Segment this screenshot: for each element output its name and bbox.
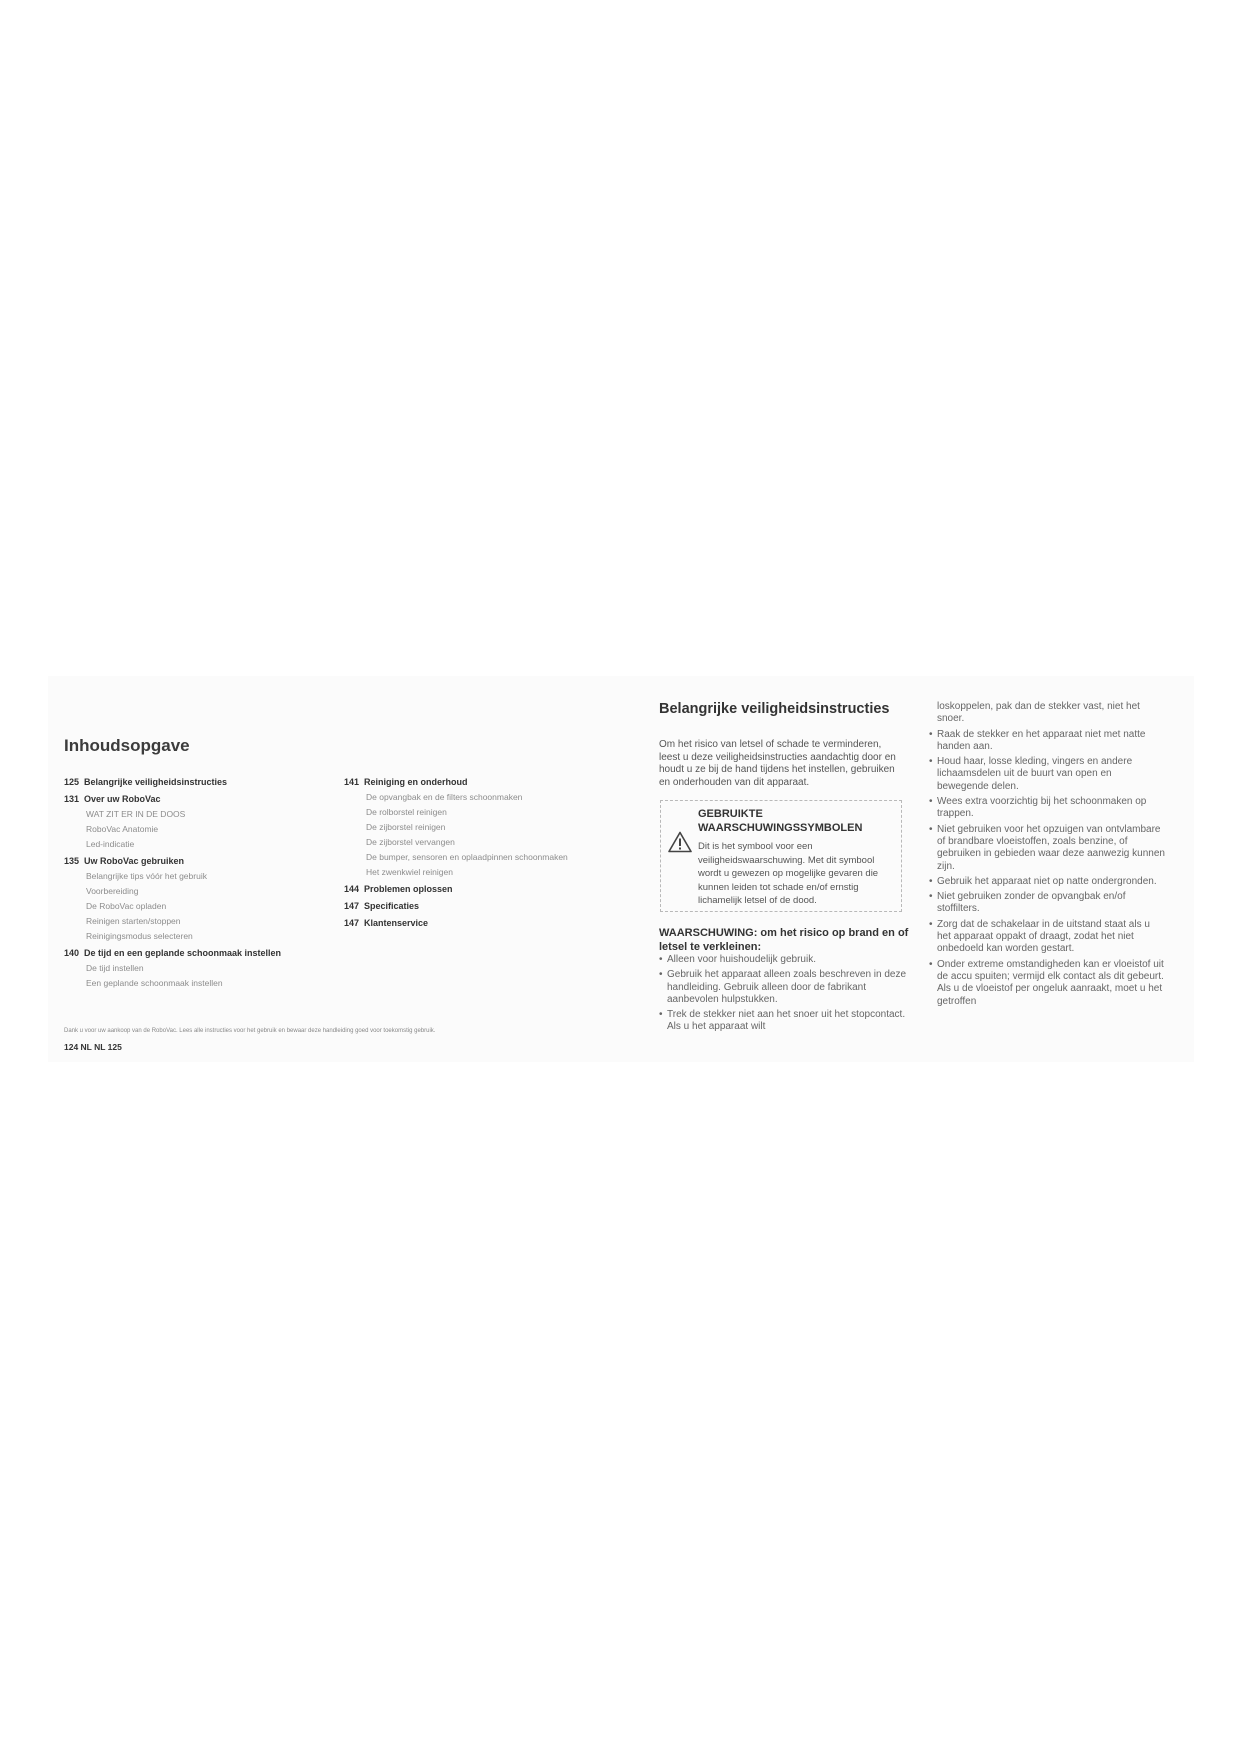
toc-subitem: De tijd instellen: [86, 963, 144, 973]
toc-section-title: Problemen oplossen: [364, 884, 453, 894]
toc-section: [344, 899, 614, 914]
toc-section-page: 140: [64, 948, 80, 958]
toc-section: [64, 775, 334, 790]
safety-bullets-col1: [659, 954, 911, 1037]
toc-subitem: De zijborstel vervangen: [366, 837, 455, 847]
safety-bullet: • Raak de stekker en het apparaat niet met natte handen aan.: [929, 729, 1165, 754]
safety-bullet: • Houd haar, losse kleding, vingers en andere lichaamsdelen uit de buurt van open en bewegende delen.: [929, 756, 1165, 793]
continued-text: loskoppelen, pak dan de stekker vast, niet het snoer.: [937, 701, 1140, 725]
safety-bullet: • Gebruik het apparaat alleen zoals beschreven in deze handleiding. Gebruik alleen door de fabrikant aanbevolen hulpstukken.: [659, 969, 911, 1006]
safety-intro: Om het risico van letsel of schade te verminderen, leest u deze veiligheidsinstructies aandachtig door en houdt u ze bij de hand tijdens het instellen, gebruiken en onderhouden van dit apparaat.: [659, 739, 896, 788]
toc-section-page: 144: [344, 884, 360, 894]
toc-section-page: 131: [64, 794, 80, 804]
toc-subitem: De opvangbak en de filters schoonmaken: [366, 792, 523, 802]
toc-title: Inhoudsopgave: [64, 736, 190, 755]
toc-section-title: De tijd en een geplande schoonmaak instellen: [84, 948, 282, 958]
safety-bullet: • Gebruik het apparaat niet op natte ondergronden.: [929, 876, 1165, 888]
toc-subitem: Het zwenkwiel reinigen: [366, 867, 453, 877]
toc-section-page: 147: [344, 918, 360, 928]
toc-subitem: Belangrijke tips vóór het gebruik: [86, 871, 207, 881]
toc-subitem: RoboVac Anatomie: [86, 824, 159, 834]
safety-bullet: • Niet gebruiken voor het opzuigen van ontvlambare of brandbare vloeistoffen, zoals benzine, of gebruiken in gebieden waar deze aanwezig kunnen zijn.: [929, 824, 1165, 873]
toc-section-title: Over uw RoboVac: [84, 794, 161, 804]
safety-column-2: [929, 701, 1165, 1011]
safety-bullet: • Trek de stekker niet aan het snoer uit het stopcontact. Als u het apparaat wilt: [659, 1009, 911, 1034]
toc-section: [64, 946, 334, 961]
toc-section: [64, 854, 334, 869]
toc-subitem: Reinigen starten/stoppen: [86, 916, 181, 926]
toc-subitem: De rolborstel reinigen: [366, 807, 447, 817]
toc-subitem: De RoboVac opladen: [86, 901, 167, 911]
toc-section-title: Uw RoboVac gebruiken: [84, 856, 185, 866]
safety-title: Belangrijke veiligheidsinstructies: [659, 701, 890, 717]
thanks-note: Dank u voor uw aankoop van de RoboVac. Lees alle instructies voor het gebruik en bewaar deze handleiding goed voor toekomstig gebruik.: [64, 1028, 436, 1034]
toc-section-title: Klantenservice: [364, 918, 429, 928]
safety-bullets-col2: [929, 729, 1165, 1008]
toc-column-right: [344, 775, 614, 931]
toc-subitem: Een geplande schoonmaak instellen: [86, 978, 223, 988]
toc-section: [344, 775, 614, 790]
toc-section-title: Specificaties: [364, 901, 420, 911]
warning-symbols-box: [660, 800, 902, 912]
warning-triangle-icon: [668, 831, 692, 853]
safety-bullet: • Niet gebruiken zonder de opvangbak en/of stoffilters.: [929, 891, 1165, 916]
warning-symbols-heading: GEBRUIKTE WAARSCHUWINGSSYMBOLEN: [698, 808, 863, 834]
page-numbers: 124 NL NL 125: [64, 1042, 122, 1052]
toc-subitem: De zijborstel reinigen: [366, 822, 446, 832]
toc-section: [344, 882, 614, 897]
warning-title: WAARSCHUWING: om het risico op brand en of letsel te verkleinen:: [659, 927, 909, 953]
safety-bullet: • Zorg dat de schakelaar in de uitstand staat als u het apparaat oppakt of draagt, zodat het niet onbedoeld kan worden gestart.: [929, 919, 1165, 956]
safety-bullet: • Wees extra voorzichtig bij het schoonmaken op trappen.: [929, 796, 1165, 821]
toc-section: [64, 792, 334, 807]
toc-section-title: Belangrijke veiligheidsinstructies: [84, 777, 228, 787]
warning-symbols-text: Dit is het symbool voor een veiligheidswaarschuwing. Met dit symbool wordt u gewezen op mogelijke gevaren die kunnen leiden tot schade en/of ernstig lichamelijk letsel of de dood.: [698, 841, 879, 906]
safety-bullet: • Alleen voor huishoudelijk gebruik.: [659, 954, 911, 966]
toc-section-page: 147: [344, 901, 360, 911]
safety-bullet: • Onder extreme omstandigheden kan er vloeistof uit de accu spuiten; vermijd elk contact als dit gebeurt. Als u de vloeistof per ongeluk aanraakt, moet u het getroffen: [929, 959, 1165, 1008]
toc-column-left: [64, 775, 334, 991]
toc-section-page: 135: [64, 856, 80, 866]
toc-subitem: Reinigingsmodus selecteren: [86, 931, 193, 941]
toc-subitem: Led-indicatie: [86, 839, 135, 849]
toc-section-page: 141: [344, 777, 360, 787]
toc-section-page: 125: [64, 777, 80, 787]
toc-subitem: Voorbereiding: [86, 886, 139, 896]
toc-subitem: De bumper, sensoren en oplaadpinnen schoonmaken: [366, 852, 568, 862]
toc-section-title: Reiniging en onderhoud: [364, 777, 468, 787]
toc-subitem: WAT ZIT ER IN DE DOOS: [86, 809, 186, 819]
toc-section: [344, 916, 614, 931]
